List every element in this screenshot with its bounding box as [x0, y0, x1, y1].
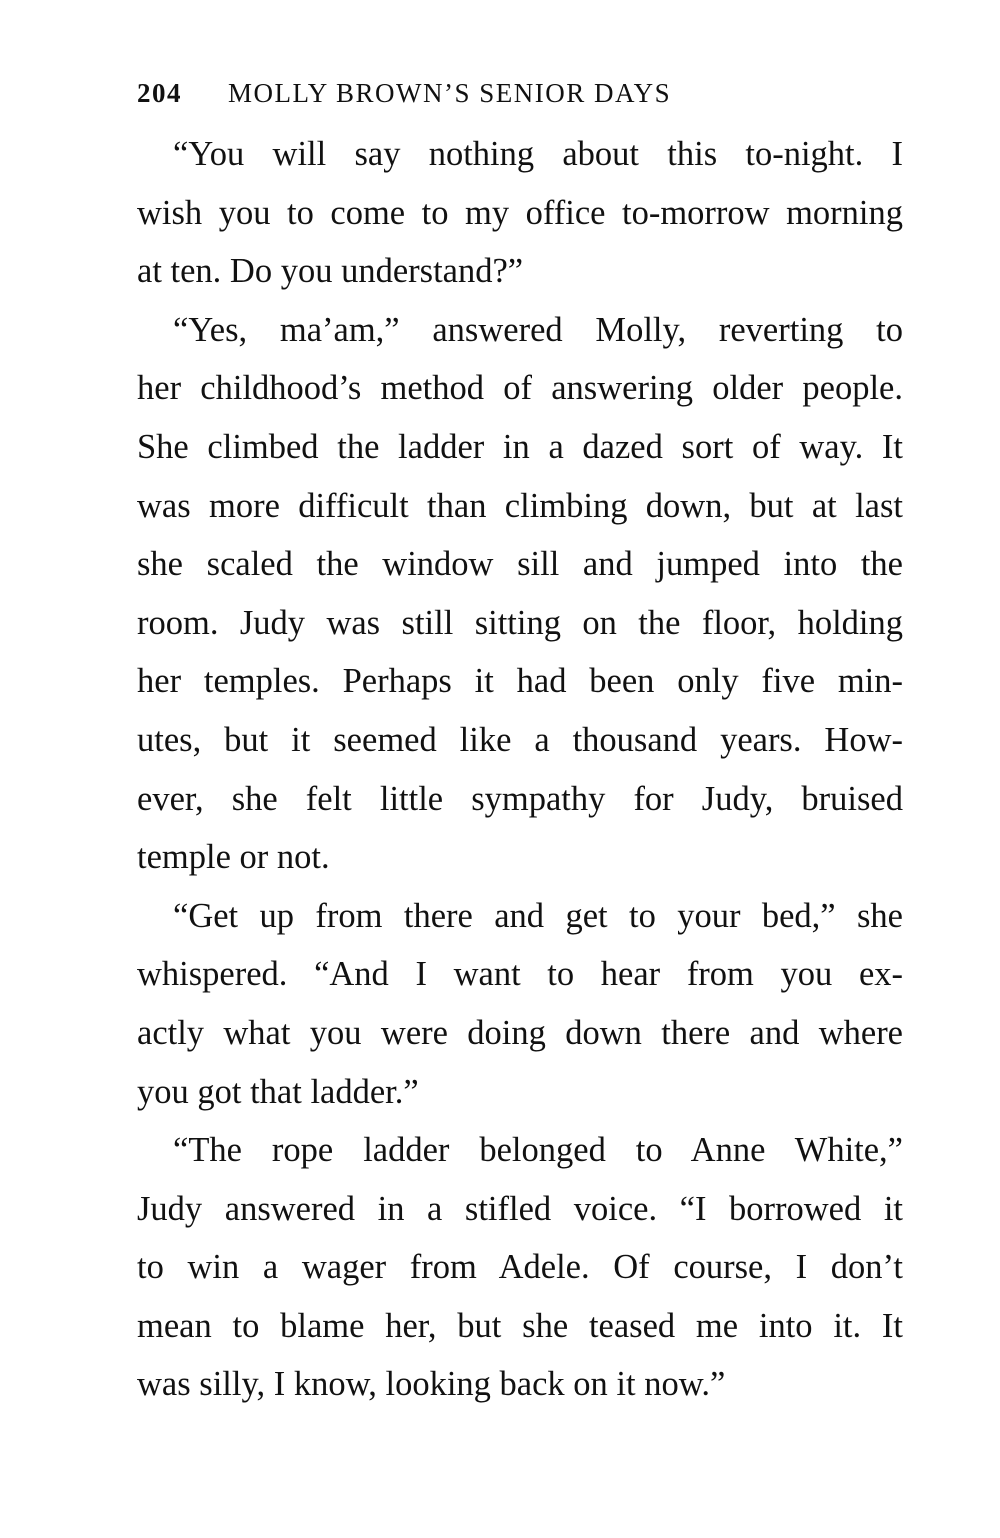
text-line: “Get up from there and get to your bed,” she — [173, 896, 903, 935]
paragraph-2 — [137, 301, 903, 887]
page-number: 204 — [137, 78, 182, 108]
text-line: to win a wager from Adele. Of course, I don’t — [137, 1248, 903, 1287]
text-line: was silly, I know, looking back on it now.” — [137, 1365, 726, 1404]
text-line: wish you to come to my office to-morrow morning — [137, 193, 903, 232]
text-line: utes, but it seemed like a thousand years. How- — [137, 720, 903, 759]
text-line: She climbed the ladder in a dazed sort of way. It — [137, 427, 903, 466]
text-line: temple or not. — [137, 838, 330, 877]
text-line: her childhood’s method of answering older people. — [137, 369, 903, 408]
paragraph-4 — [137, 1121, 903, 1414]
text-line: was more difficult than climbing down, but at last — [137, 486, 903, 525]
text-line: she scaled the window sill and jumped into the — [137, 545, 903, 584]
book-page — [137, 78, 903, 1414]
paragraph-1 — [137, 125, 903, 301]
text-line: actly what you were doing down there and where — [137, 1013, 903, 1052]
body-text — [137, 125, 903, 1414]
text-line: “Yes, ma’am,” answered Molly, reverting to — [173, 310, 903, 349]
text-line: room. Judy was still sitting on the floor, holding — [137, 603, 903, 642]
text-line: “You will say nothing about this to-night. I — [173, 135, 903, 173]
text-line: whispered. “And I want to hear from you ex- — [137, 955, 903, 994]
text-line: mean to blame her, but she teased me into it. It — [137, 1306, 903, 1345]
text-line: you got that ladder.” — [137, 1072, 419, 1111]
running-title: MOLLY BROWN’S SENIOR DAYS — [228, 78, 672, 108]
text-line: “The rope ladder belonged to Anne White,” — [173, 1131, 903, 1170]
paragraph-3 — [137, 887, 903, 1121]
running-head — [137, 78, 903, 118]
text-line: Judy answered in a stifled voice. “I borrowed it — [137, 1189, 903, 1228]
text-line: at ten. Do you understand?” — [137, 252, 524, 291]
text-line: ever, she felt little sympathy for Judy, bruised — [137, 779, 903, 818]
text-line: her temples. Perhaps it had been only five min- — [137, 662, 903, 701]
